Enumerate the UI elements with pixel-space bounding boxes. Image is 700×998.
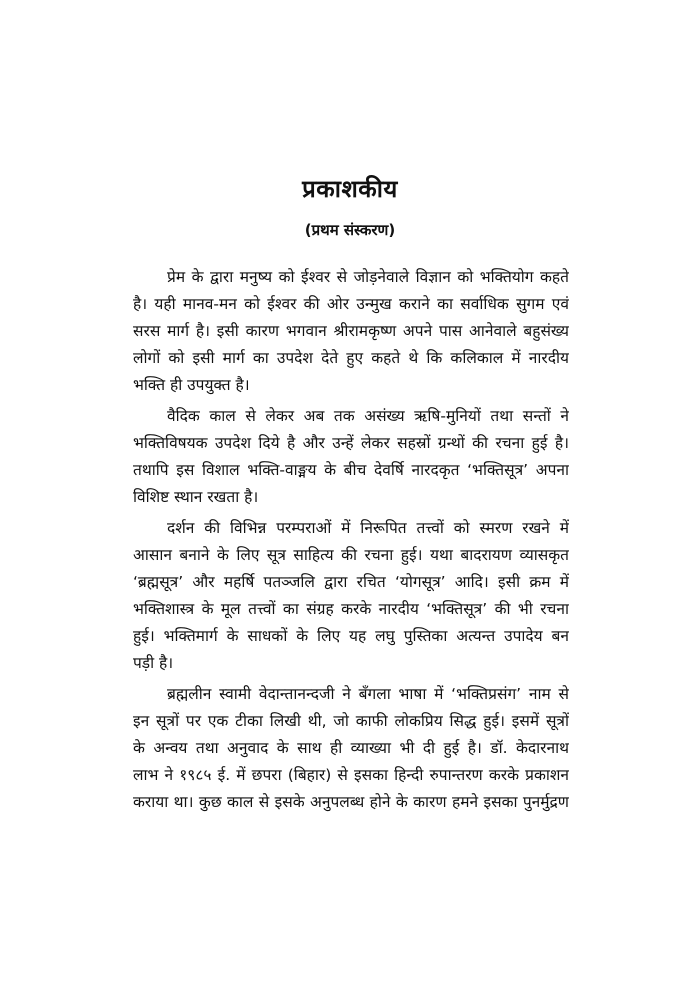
- text-line: लाभ ने १९८५ ई. में छपरा (बिहार) से इसका हिन्दी रुपान्तरण करके प्रकाशन: [133, 766, 569, 784]
- text-line: ‘ब्रह्मसूत्र’ और महर्षि पतञ्जलि द्वारा रचित ‘योगसूत्र’ आदि। इसी क्रम में: [133, 573, 569, 591]
- text-line: कराया था। कुछ काल से इसके अनुपलब्ध होने के कारण हमने इसका पुनर्मुद्रण: [133, 793, 569, 811]
- paragraph-3: [133, 515, 569, 677]
- text-line: भक्तिशास्त्र के मूल तत्त्वों का संग्रह करके नारदीय ‘भक्तिसूत्र’ की भी रचना: [133, 600, 569, 618]
- paragraph-4: [133, 681, 569, 816]
- page-title: प्रकाशकीय: [302, 175, 398, 203]
- text-line: आसान बनाने के लिए सूत्र साहित्य की रचना हुई। यथा बादरायण व्यासकृत: [133, 546, 569, 564]
- body-text: [133, 264, 569, 816]
- text-line: के अन्वय तथा अनुवाद के साथ ही व्याख्या भी दी हुई है। डॉ. केदारनाथ: [133, 739, 569, 757]
- text-line: है। यही मानव-मन को ईश्वर की ओर उन्मुख कराने का सर्वाधिक सुगम एवं: [133, 295, 569, 313]
- text-line: पड़ी है।: [133, 654, 174, 672]
- text-line: प्रेम के द्वारा मनुष्य को ईश्वर से जोड़नेवाले विज्ञान को भक्तियोग कहते: [167, 268, 569, 286]
- text-line: दर्शन की विभिन्न परम्पराओं में निरूपित तत्त्वों को स्मरण रखने में: [167, 519, 569, 537]
- text-line: इन सूत्रों पर एक टीका लिखी थी, जो काफी लोकप्रिय सिद्ध हुई। इसमें सूत्रों: [133, 712, 569, 730]
- page-subtitle: (प्रथम संस्करण): [304, 221, 396, 239]
- text-line: भक्ति ही उपयुक्त है।: [133, 376, 250, 394]
- text-line: विशिष्ट स्थान रखता है।: [133, 488, 259, 506]
- text-line: लोगों को इसी मार्ग का उपदेश देते हुए कहते थे कि कलिकाल में नारदीय: [133, 349, 569, 367]
- text-line: हुई। भक्तिमार्ग के साधकों के लिए यह लघु पुस्तिका अत्यन्त उपादेय बन: [133, 627, 569, 645]
- text-line: सरस मार्ग है। इसी कारण भगवान श्रीरामकृष्ण अपने पास आनेवाले बहुसंख्य: [133, 322, 569, 340]
- paragraph-1: [133, 264, 569, 399]
- text-line: भक्तिविषयक उपदेश दिये है और उन्हें लेकर सहस्रों ग्रन्थों की रचना हुई है।: [133, 434, 569, 452]
- paragraph-2: [133, 403, 569, 511]
- text-line: वैदिक काल से लेकर अब तक असंख्य ऋषि-मुनियों तथा सन्तों ने: [167, 407, 569, 425]
- text-line: ब्रह्मलीन स्वामी वेदान्तानन्दजी ने बँगला भाषा में ‘भक्तिप्रसंग’ नाम से: [167, 685, 569, 703]
- text-line: तथापि इस विशाल भक्ति-वाङ्मय के बीच देवर्षि नारदकृत ‘भक्तिसूत्र’ अपना: [133, 461, 569, 479]
